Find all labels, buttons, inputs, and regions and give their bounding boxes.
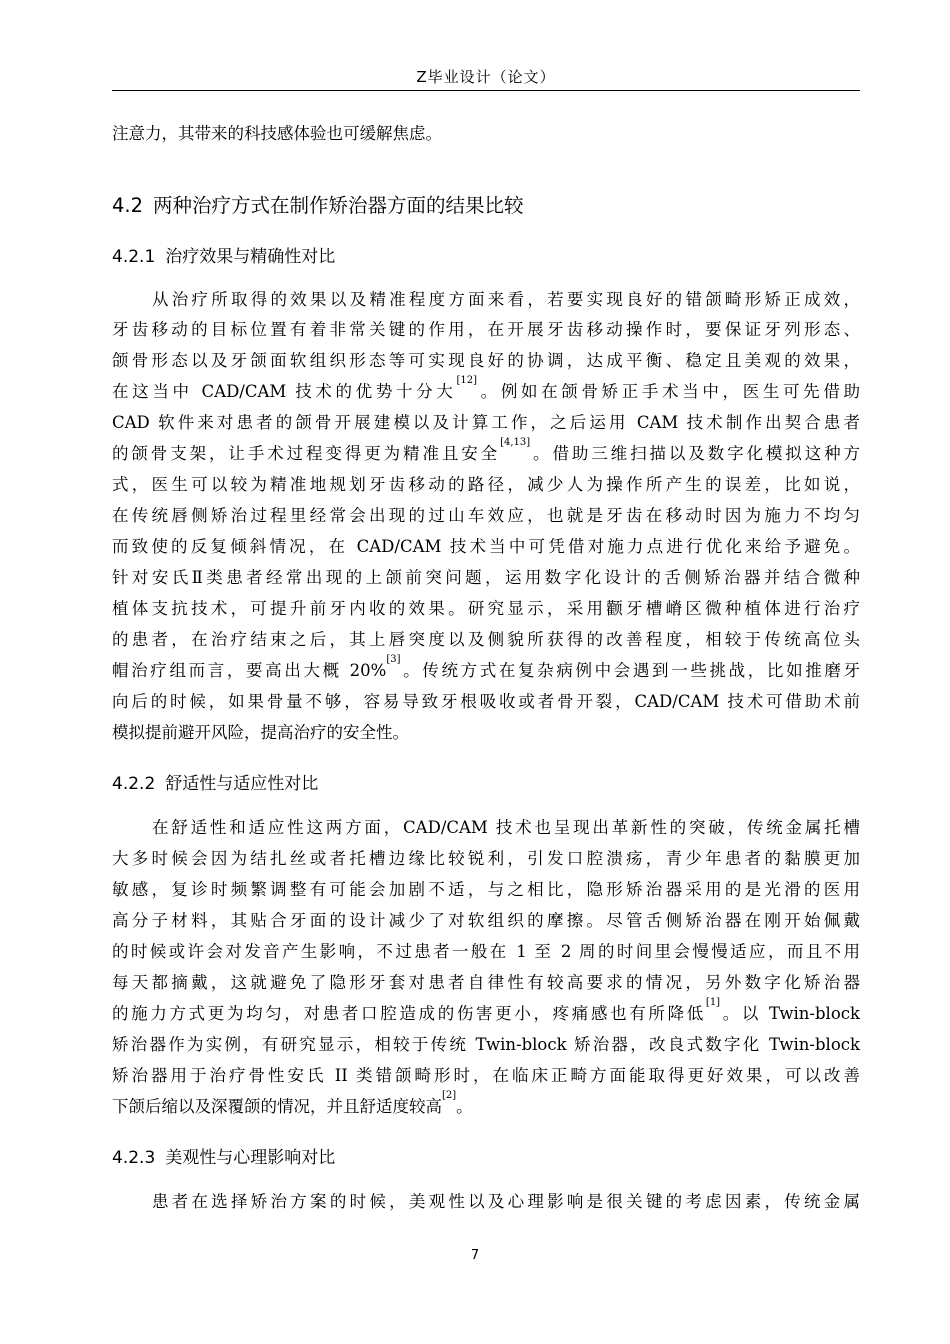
- subsection-title: 舒适性与适应性对比: [165, 774, 319, 794]
- page-header: Z毕业设计（论文）: [416, 68, 556, 86]
- citation: [4,13]: [500, 437, 531, 448]
- text-run: 帽治疗组而言，要高出大概 20%: [112, 661, 387, 680]
- subsection-heading: [112, 242, 335, 267]
- body-line: 针对安氏Ⅱ类患者经常出现的上颌前突问题，运用数字化设计的舌侧矫治器并结合微种: [112, 568, 860, 587]
- body-line: 的患者，在治疗结束之后，其上唇突度以及侧貌所获得的改善程度，相较于传统高位头: [112, 630, 860, 649]
- section-title: 两种治疗方式在制作矫治器方面的结果比较: [153, 194, 524, 217]
- text-run: 。以 Twin-block: [720, 1004, 861, 1023]
- text-run: 的施力方式更为均匀，对患者口腔造成的伤害更小，疼痛感也有所降低: [112, 1004, 706, 1023]
- text-run: 在这当中 CAD/CAM 技术的优势十分大: [112, 382, 457, 401]
- subsection-title: 美观性与心理影响对比: [165, 1148, 336, 1168]
- body-line: [112, 654, 861, 681]
- text-run: 。: [456, 1097, 473, 1116]
- body-line: 植体支抗技术，可提升前牙内收的效果。研究显示，采用颧牙槽嵴区微种植体进行治疗: [112, 599, 860, 618]
- body-line: 牙齿移动的目标位置有着非常关键的作用，在开展牙齿移动操作时，要保证牙列形态、: [112, 320, 860, 339]
- text-run: 的颌骨支架，让手术过程变得更为精准且安全: [112, 444, 501, 463]
- body-line: [112, 375, 860, 402]
- body-line: 高分子材料，其贴合牙面的设计减少了对软组织的摩擦。尽管舌侧矫治器在刚开始佩戴: [112, 911, 860, 930]
- body-line: 每天都摘戴，这就避免了隐形牙套对患者自律性有较高要求的情况，另外数字化矫治器: [112, 973, 860, 992]
- text-run: 。传统方式在复杂病例中会遇到一些挑战，比如推磨牙: [400, 661, 861, 680]
- body-line: 颌骨形态以及牙颌面软组织形态等可实现良好的协调，达成平衡、稳定且美观的效果，: [112, 351, 860, 370]
- citation: [1]: [705, 997, 721, 1008]
- text-run: 下颌后缩以及深覆颌的情况，并且舒适度较高: [112, 1097, 442, 1116]
- subsection-number: 4.2.2: [112, 774, 156, 794]
- body-line: 模拟提前避开风险，提高治疗的安全性。: [112, 723, 409, 742]
- body-line: 患者在选择矫治方案的时候，美观性以及心理影响是很关键的考虑因素，传统金属: [152, 1192, 860, 1211]
- body-line: 注意力，其带来的科技感体验也可缓解焦虑。: [112, 124, 442, 143]
- section-number: 4.2: [112, 194, 144, 217]
- citation: [3]: [386, 654, 401, 665]
- body-line: 向后的时候，如果骨量不够，容易导致牙根吸收或者骨开裂，CAD/CAM 技术可借助术前: [112, 692, 860, 711]
- body-line: 从治疗所取得的效果以及精准程度方面来看，若要实现良好的错颌畸形矫正成效，: [152, 290, 860, 309]
- body-line: [112, 1090, 860, 1117]
- subsection-number: 4.2.1: [112, 247, 156, 267]
- subsection-heading: [112, 769, 318, 794]
- page-number: 7: [470, 1248, 480, 1263]
- subsection-title: 治疗效果与精确性对比: [165, 247, 336, 267]
- body-line: CAD 软件来对患者的颌骨开展建模以及计算工作，之后运用 CAM 技术制作出契合患者: [112, 413, 860, 432]
- body-line: 大多时候会因为结扎丝或者托槽边缘比较锐利，引发口腔溃疡，青少年患者的黏膜更加: [112, 849, 860, 868]
- text-run: 。例如在颌骨矫正手术当中，医生可先借助: [477, 382, 860, 401]
- subsection-heading: [112, 1143, 335, 1168]
- body-line: 在传统唇侧矫治过程里经常会出现的过山车效应，也就是牙齿在移动时因为施力不均匀: [112, 506, 860, 525]
- body-line: [112, 437, 861, 464]
- text-run: 。借助三维扫描以及数字化模拟这种方: [530, 444, 861, 463]
- subsection-number: 4.2.3: [112, 1148, 156, 1168]
- section-heading: [112, 190, 524, 218]
- body-line: 而致使的反复倾斜情况，在 CAD/CAM 技术当中可凭借对施力点进行优化来给予避免。: [112, 537, 860, 556]
- citation: [12]: [456, 375, 477, 386]
- body-line: 敏感，复诊时频繁调整有可能会加剧不适，与之相比，隐形矫治器采用的是光滑的医用: [112, 880, 860, 899]
- header-rule: [112, 90, 860, 91]
- body-line: 式，医生可以较为精准地规划牙齿移动的路径，减少人为操作所产生的误差，比如说，: [112, 475, 860, 494]
- body-line: 矫治器作为实例，有研究显示，相较于传统 Twin-block 矫治器，改良式数字化 Twin-block: [112, 1035, 860, 1054]
- body-line: [112, 997, 861, 1024]
- body-line: 的时候或许会对发音产生影响，不过患者一般在 1 至 2 周的时间里会慢慢适应，而且不用: [112, 942, 860, 961]
- citation: [2]: [442, 1090, 457, 1101]
- body-line: 在舒适性和适应性这两方面，CAD/CAM 技术也呈现出革新性的突破，传统金属托槽: [152, 818, 860, 837]
- body-line: 矫治器用于治疗骨性安氏 II 类错颌畸形时，在临床正畸方面能取得更好效果，可以改善: [112, 1066, 860, 1085]
